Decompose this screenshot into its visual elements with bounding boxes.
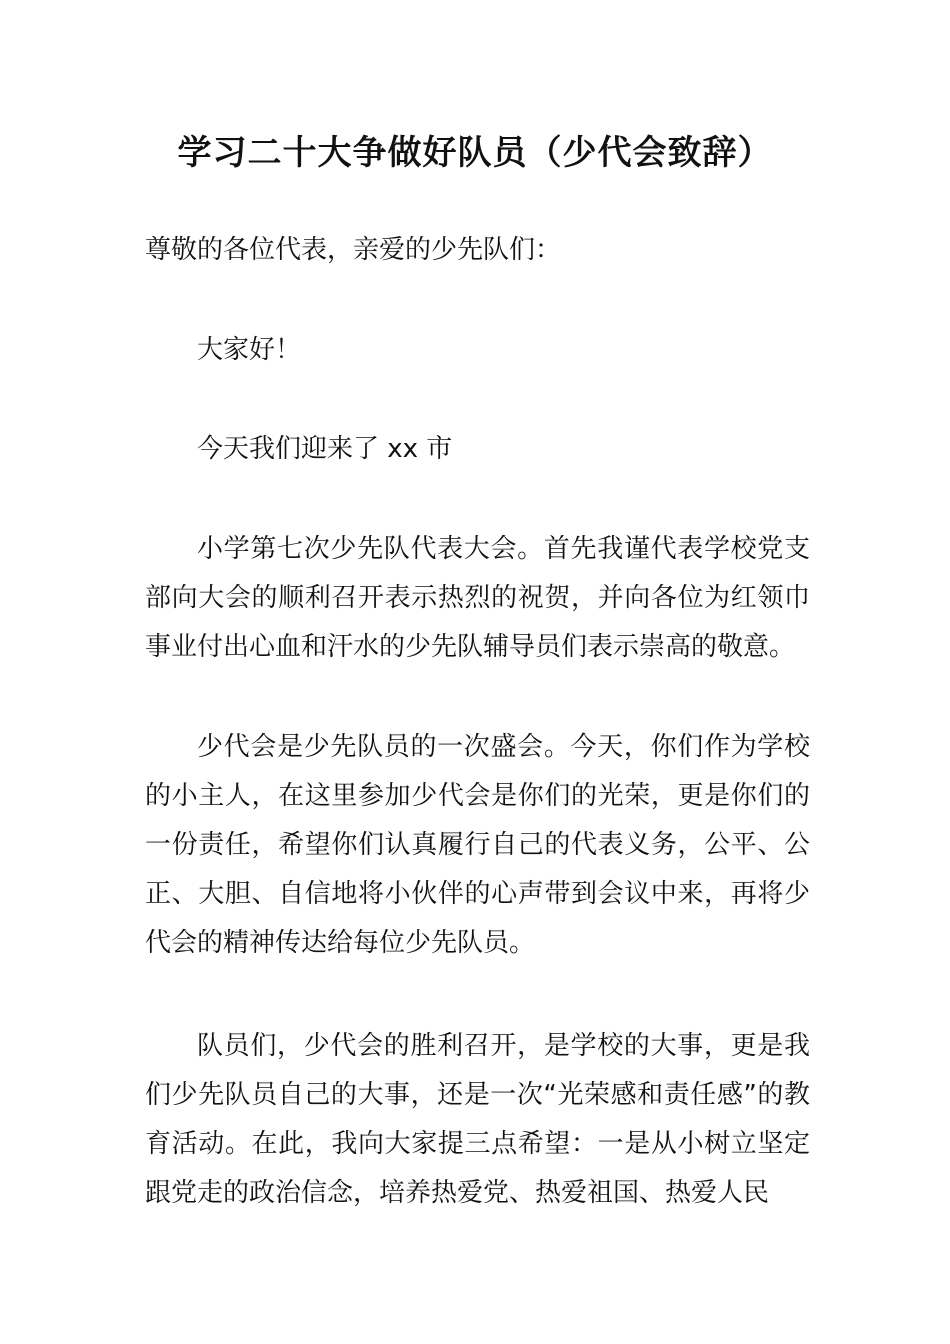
salutation: 尊敬的各位代表，亲爱的少先队们：: [145, 235, 562, 265]
paragraph-congratulations: 小学第七次少先队代表大会。首先我谨代表学校党支部向大会的顺利召开表示热烈的祝贺，并向各位为红领巾事业付出心血和汗水的少先队辅导员们表示崇高的敬意。: [145, 534, 810, 662]
paragraph-hopes: 队员们，少代会的胜利召开，是学校的大事，更是我们少先队员自己的大事，还是一次“光荣感和责任感”的教育活动。在此，我向大家提三点希望：一是从小树立坚定跟党走的政治信念，培养热爱党、热爱祖国、热爱人民: [145, 1031, 810, 1208]
paragraph-responsibility: 少代会是少先队员的一次盛会。今天，你们作为学校的小主人，在这里参加少代会是你们的光荣，更是你们的一份责任，希望你们认真履行自己的代表义务，公平、公正、大胆、自信地将小伙伴的心声带到会议中来，再将少代会的精神传达给每位少先队员。: [145, 732, 810, 958]
greeting: 大家好！: [197, 335, 302, 365]
paragraph-intro: 今天我们迎来了 xx 市: [197, 434, 453, 464]
document-title: 学习二十大争做好队员（少代会致辞）: [177, 133, 773, 173]
